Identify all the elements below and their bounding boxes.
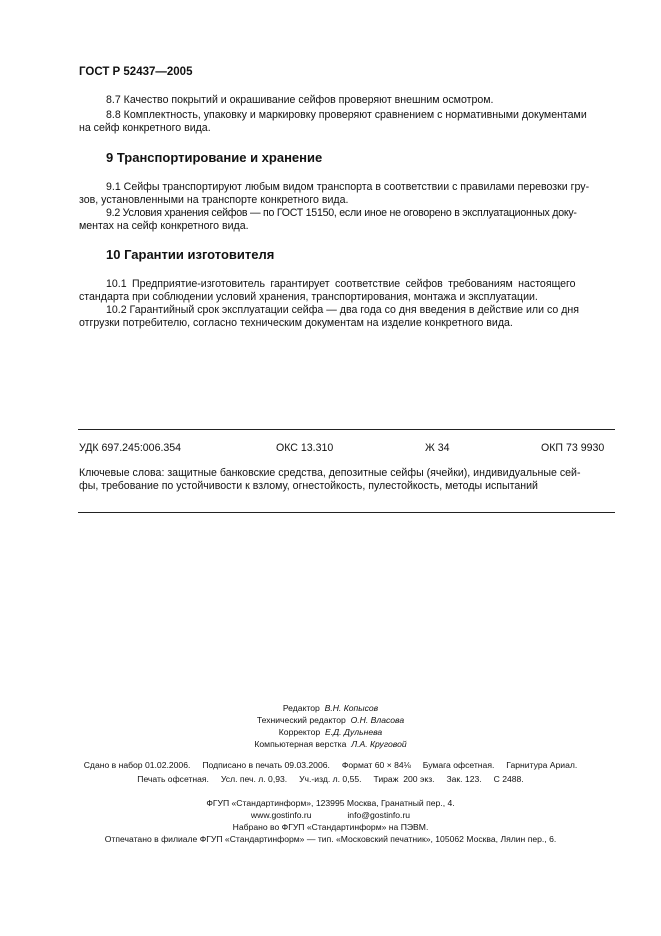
- top-divider: [78, 429, 615, 430]
- publisher-web-email: www.gostinfo.ru info@gostinfo.ru: [250, 810, 411, 820]
- editor-name: В.Н. Копысов: [324, 703, 379, 713]
- section-10-title: 10 Гарантии изготовителя: [106, 247, 275, 262]
- paragraph-9-1-line2: зов, установленными на транспорте конкретного вида.: [79, 194, 349, 206]
- publication-details-line2: Печать офсетная. Усл. печ. л. 0,93. Уч.-изд. л. 0,55. Тираж 200 экз. Зак. 123. С 2488.: [137, 774, 524, 784]
- paragraph-8-8-line2: на сейф конкретного вида.: [79, 122, 211, 134]
- standard-code-header: ГОСТ Р 52437—2005: [79, 66, 193, 78]
- paragraph-10-1-line2: стандарта при соблюдении условий хранения, транспортирования, монтажа и эксплуатации.: [79, 291, 538, 303]
- layout-label: Компьютерная верстка: [254, 739, 347, 749]
- paragraph-8-8-line1: 8.8 Комплектность, упаковку и маркировку проверяют сравнением с нормативными документами: [106, 109, 587, 121]
- editor-label: Редактор: [282, 703, 320, 713]
- keywords-line2: фы, требование по устойчивости к взлому, огнестойкость, пулестойкость, методы испытаний: [79, 480, 538, 492]
- publisher-address: ФГУП «Стандартинформ», 123995 Москва, Гранатный пер., 4.: [206, 798, 455, 808]
- corrector-line: [0, 727, 661, 737]
- paragraph-9-2-line1: 9.2 Условия хранения сейфов — по ГОСТ 15150, если иное не оговорено в эксплуатационных доку-: [106, 207, 577, 219]
- okp-code: ОКП 73 9930: [541, 442, 605, 454]
- zh-code: Ж 34: [425, 442, 450, 454]
- corrector-label: Корректор: [278, 727, 321, 737]
- publication-details-line1: Сдано в набор 01.02.2006. Подписано в печать 09.03.2006. Формат 60 × 84⅛ Бумага офсетная. Гарнитура Ариал.: [83, 760, 578, 770]
- udk-code: УДК 697.245:006.354: [79, 442, 182, 454]
- paragraph-8-7: 8.7 Качество покрытий и окрашивание сейфов проверяют внешним осмотром.: [106, 94, 494, 106]
- editor-line: [0, 703, 661, 713]
- paragraph-9-2-line2: ментах на сейф конкретного вида.: [79, 220, 249, 232]
- paragraph-10-1-line1: 10.1 Предприятие-изготовитель гарантирует соответствие сейфов требованиям настоящего: [106, 278, 576, 290]
- typeset-note: Набрано во ФГУП «Стандартинформ» на ПЭВМ.: [232, 822, 429, 832]
- paragraph-10-2-line1: 10.2 Гарантийный срок эксплуатации сейфа — два года со дня введения в действие или со дня: [106, 304, 579, 316]
- corrector-name: Е.Д. Дульнева: [324, 727, 383, 737]
- layout-line: [0, 739, 661, 749]
- tech-editor-name: О.Н. Власова: [350, 715, 405, 725]
- layout-name: Л.А. Круговой: [351, 739, 407, 749]
- paragraph-10-2-line2: отгрузки потребителю, согласно техническим документам на изделие конкретного вида.: [79, 317, 513, 329]
- tech-editor-label: Технический редактор: [256, 715, 346, 725]
- printed-at-note: Отпечатано в филиале ФГУП «Стандартинформ» — тип. «Московский печатник», 105062 Москва, Лялин пер., 6.: [104, 834, 557, 844]
- paragraph-9-1-line1: 9.1 Сейфы транспортируют любым видом транспорта в соответствии с правилами перевозки гру-: [106, 181, 590, 193]
- section-9-title: 9 Транспортирование и хранение: [106, 150, 323, 165]
- tech-editor-line: [0, 715, 661, 725]
- bottom-divider: [78, 512, 615, 513]
- keywords-line1: Ключевые слова: защитные банковские средства, депозитные сейфы (ячейки), индивидуальные сей-: [79, 467, 581, 479]
- oks-code: ОКС 13.310: [276, 442, 334, 454]
